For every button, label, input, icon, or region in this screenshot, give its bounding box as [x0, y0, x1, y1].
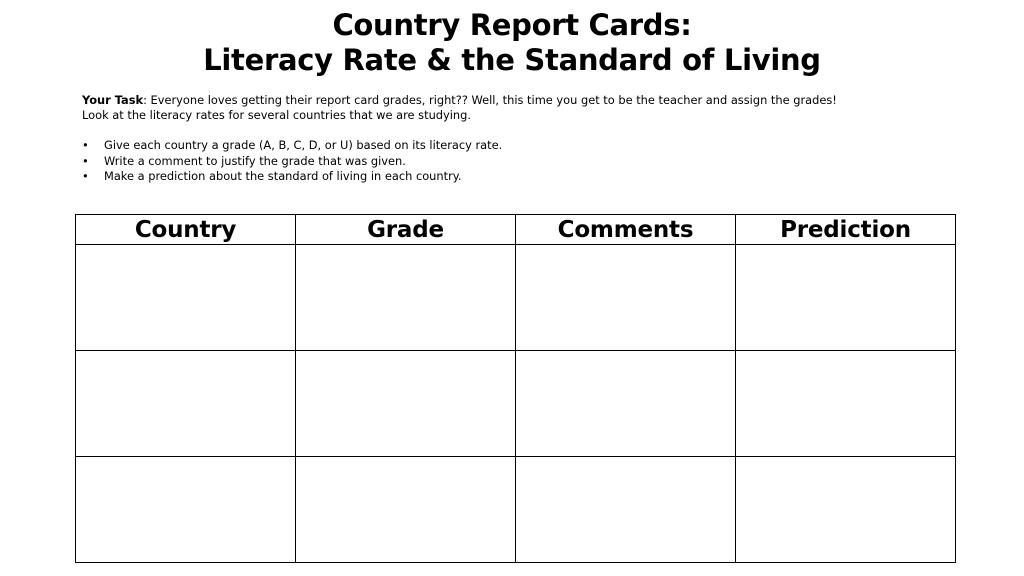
task-text-2: Look at the literacy rates for several countries that we are studying.	[82, 108, 471, 122]
column-header-grade: Grade	[296, 215, 516, 245]
table-row	[76, 351, 956, 457]
task-text-1: : Everyone loves getting their report card grades, right?? Well, this time you get to be the teacher and assign the grades!	[143, 93, 837, 107]
list-item	[82, 154, 502, 170]
list-item-text: Make a prediction about the standard of living in each country.	[104, 169, 462, 183]
country-cell[interactable]	[76, 457, 296, 563]
column-header-comments: Comments	[516, 215, 736, 245]
prediction-cell[interactable]	[736, 457, 956, 563]
list-item	[82, 169, 502, 185]
bullet-icon: •	[82, 169, 89, 183]
list-item-text: Give each country a grade (A, B, C, D, or U) based on its literacy rate.	[104, 138, 503, 152]
task-instructions	[82, 93, 962, 123]
column-header-prediction: Prediction	[736, 215, 956, 245]
bullet-icon: •	[82, 153, 89, 168]
grade-cell[interactable]	[296, 457, 516, 563]
column-header-country: Country	[76, 215, 296, 245]
list-item-text: Write a comment to justify the grade that was given.	[104, 153, 406, 168]
table-header-row	[76, 215, 956, 245]
table-row	[76, 457, 956, 563]
page-title-line-1: Country Report Cards:	[332, 8, 692, 42]
instruction-list	[82, 138, 502, 185]
comments-cell[interactable]	[516, 457, 736, 563]
country-cell[interactable]	[76, 351, 296, 457]
page-title-line-2: Literacy Rate & the Standard of Living	[203, 43, 821, 77]
country-cell[interactable]	[76, 245, 296, 351]
comments-cell[interactable]	[516, 351, 736, 457]
report-card-table	[75, 214, 956, 563]
task-line-1	[82, 93, 962, 108]
bullet-icon: •	[82, 138, 89, 152]
comments-cell[interactable]	[516, 245, 736, 351]
prediction-cell[interactable]	[736, 245, 956, 351]
table-row	[76, 245, 956, 351]
grade-cell[interactable]	[296, 245, 516, 351]
task-label: Your Task	[82, 93, 144, 107]
prediction-cell[interactable]	[736, 351, 956, 457]
list-item	[82, 138, 502, 154]
grade-cell[interactable]	[296, 351, 516, 457]
